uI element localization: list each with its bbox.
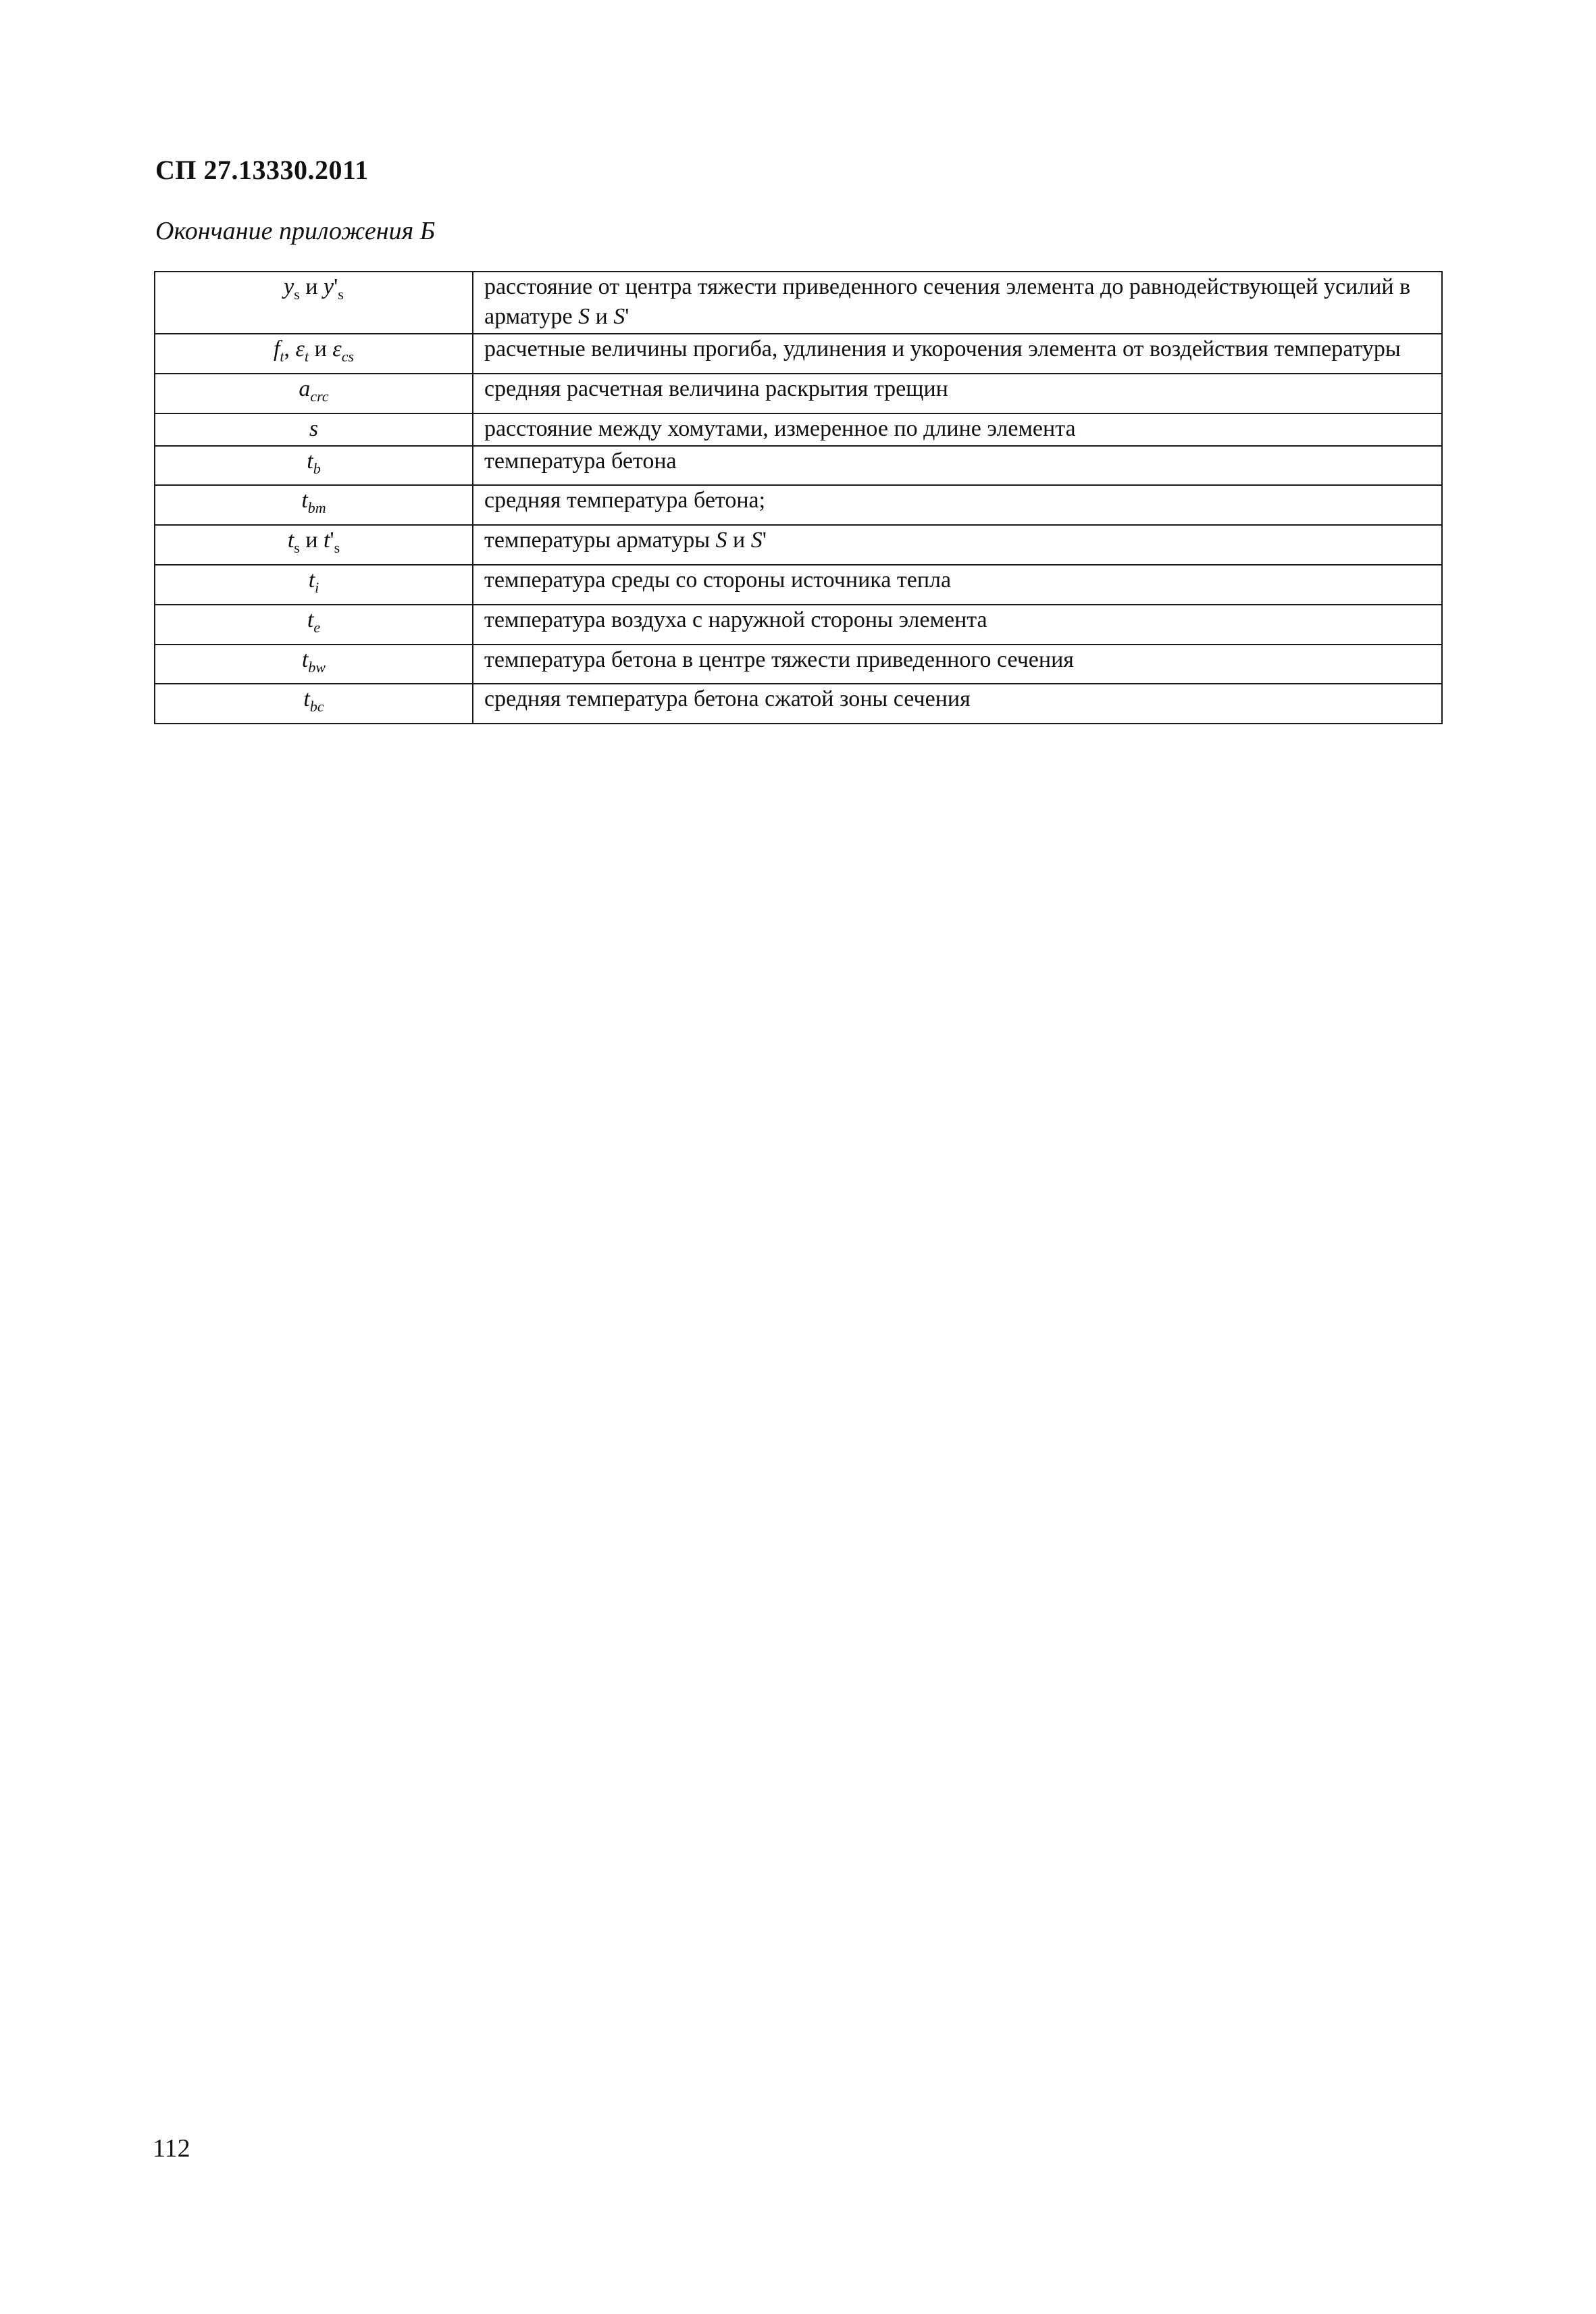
symbol-cell: $t_e$ — [155, 605, 473, 645]
symbol-cell: $t_i$ — [155, 565, 473, 605]
description-cell: температура бетона в центре тяжести приведенного сечения — [473, 645, 1442, 684]
symbol-cell: $y_s$ и $y'_s$ — [155, 272, 473, 334]
symbol-cell: $a_{crc}$ — [155, 374, 473, 413]
document-code: СП 27.13330.2011 — [155, 155, 369, 185]
description-cell: средняя температура бетона сжатой зоны сечения — [473, 684, 1442, 724]
symbol-cell: $t_b$ — [155, 446, 473, 486]
symbol-cell: $t_{bc}$ — [155, 684, 473, 724]
description-cell: температура воздуха с наружной стороны элемента — [473, 605, 1442, 645]
table-row — [155, 684, 1442, 724]
symbol-cell: $t_{bm}$ — [155, 485, 473, 525]
table-row — [155, 565, 1442, 605]
appendix-continuation-note: Окончание приложения Б — [155, 217, 436, 245]
table-row — [155, 413, 1442, 446]
description-cell: средняя расчетная величина раскрытия трещин — [473, 374, 1442, 413]
symbol-cell: $f_t$, $\varepsilon_t$ и $\varepsilon_{cs}$ — [155, 334, 473, 374]
symbol-cell: $t_s$ и $t'_s$ — [155, 525, 473, 565]
description-cell: средняя температура бетона; — [473, 485, 1442, 525]
symbol-cell: s — [155, 413, 473, 446]
symbols-table-body — [155, 272, 1442, 724]
table-row — [155, 374, 1442, 413]
symbols-table — [154, 271, 1443, 724]
page-number: 112 — [153, 2134, 190, 2163]
symbol-cell: $t_{bw}$ — [155, 645, 473, 684]
table-row — [155, 272, 1442, 334]
table-row — [155, 605, 1442, 645]
table-row — [155, 645, 1442, 684]
table-row — [155, 485, 1442, 525]
description-cell: температуры арматуры S и S' — [473, 525, 1442, 565]
description-cell: расстояние от центра тяжести приведенного сечения элемента до равнодействующей усилий в арматуре S и S' — [473, 272, 1442, 334]
table-row — [155, 446, 1442, 486]
description-cell: расчетные величины прогиба, удлинения и укорочения элемента от воздействия температуры — [473, 334, 1442, 374]
description-cell: расстояние между хомутами, измеренное по длине элемента — [473, 413, 1442, 446]
description-cell: температура среды со стороны источника тепла — [473, 565, 1442, 605]
table-row — [155, 525, 1442, 565]
table-row — [155, 334, 1442, 374]
description-cell: температура бетона — [473, 446, 1442, 486]
